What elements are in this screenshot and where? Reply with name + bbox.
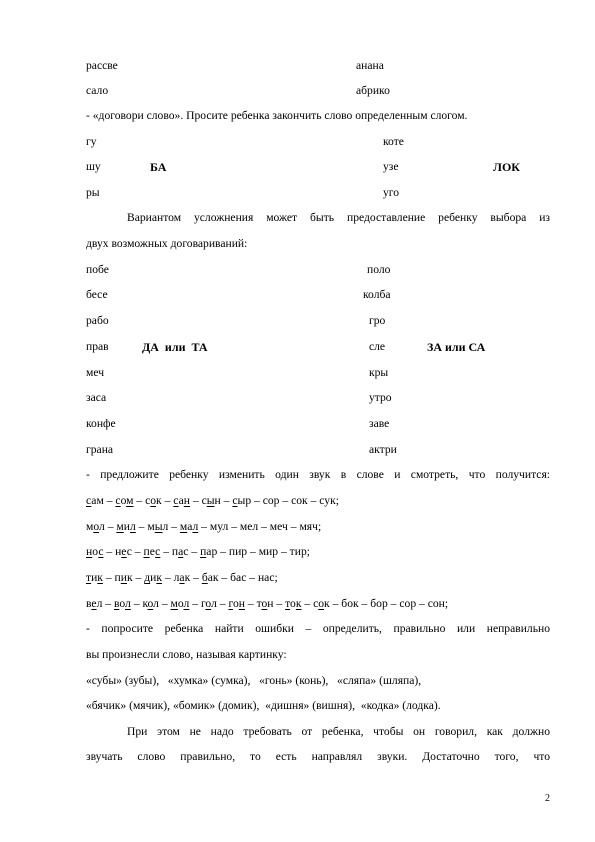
word-left-8: рабо [86, 314, 109, 327]
error-examples-line1: «субы» (зубы), «хумка» (сумка), «гонь» (конь), «сляпа» (шляпа), [86, 674, 422, 687]
word-chain-4: тик – пик – дик – лак – бак – бас – нас; [86, 571, 278, 584]
syllable-lok: ЛОК [493, 160, 520, 174]
word-chain-1: сам – сом – сок – сан – сын – сыр – сор – сок – сук; [86, 494, 339, 507]
word-right-9: сле [369, 340, 386, 353]
word-left-3: гу [86, 135, 97, 148]
error-examples-line2: «бячик» (мячик), «бомик» (домик), «дишня» (вишня), «кодка» (лодка). [86, 699, 441, 712]
paragraph-variant-line2: двух возможных договариваний: [86, 237, 248, 250]
word-chain-3: нос – нес – пес – пас – пар – пир – мир – тир; [86, 545, 310, 558]
word-left-6: побе [86, 263, 109, 276]
word-chain-5: вел – вол – кол – мол – гол – гон – тон – ток – сок – бок – бор – сор – сон; [86, 597, 449, 610]
word-right-1: анана [356, 59, 384, 72]
word-chain-2: мол – мил – мыл – мал – мул – мел – меч – мяч; [86, 520, 322, 533]
instruction-change-sound: - предложите ребенку изменить один звук в слове и смотреть, что получится: [86, 468, 550, 481]
word-right-13: актри [369, 443, 397, 456]
word-left-12: конфе [86, 417, 116, 430]
word-left-2: сало [86, 84, 109, 97]
word-right-6: поло [367, 263, 391, 276]
word-right-7: колба [363, 288, 391, 301]
word-left-5: ры [86, 186, 100, 199]
instruction-dogovori: - «договори слово». Просите ребенка закончить слово определенным слогом. [86, 109, 468, 122]
word-left-1: рассве [86, 59, 118, 72]
instruction-find-errors-line1: - попросите ребенка найти ошибки – определить, правильно или неправильно [86, 622, 550, 635]
word-left-7: бесе [86, 288, 108, 301]
word-right-3: коте [383, 135, 404, 148]
word-right-5: уго [383, 186, 400, 199]
word-left-10: меч [86, 366, 105, 379]
syllable-ba: БА [150, 160, 167, 174]
paragraph-note-line2: звучать слово правильно, то есть направлял звуки. Достаточно того, что [86, 750, 550, 763]
word-right-10: кры [369, 366, 389, 379]
word-right-2: абрико [356, 84, 390, 97]
word-right-4: узе [383, 160, 399, 173]
syllable-choice-da-ta: ДА или ТА [142, 340, 208, 354]
word-left-9: прав [86, 340, 109, 353]
paragraph-note-line1: При этом не надо требовать от ребенка, чтобы он говорил, как должно [127, 725, 550, 738]
word-right-8: гро [369, 314, 386, 327]
word-left-13: грана [86, 443, 114, 456]
syllable-choice-za-sa: ЗА или СА [427, 340, 486, 354]
word-right-12: заве [369, 417, 390, 430]
word-right-11: утро [369, 391, 392, 404]
instruction-find-errors-line2: вы произнесли слово, называя картинку: [86, 648, 287, 661]
word-left-4: шу [86, 160, 101, 173]
paragraph-variant-line1: Вариантом усложнения может быть предоставление ребенку выбора из [127, 211, 550, 224]
word-left-11: заса [86, 391, 107, 404]
page-number: 2 [545, 793, 550, 804]
